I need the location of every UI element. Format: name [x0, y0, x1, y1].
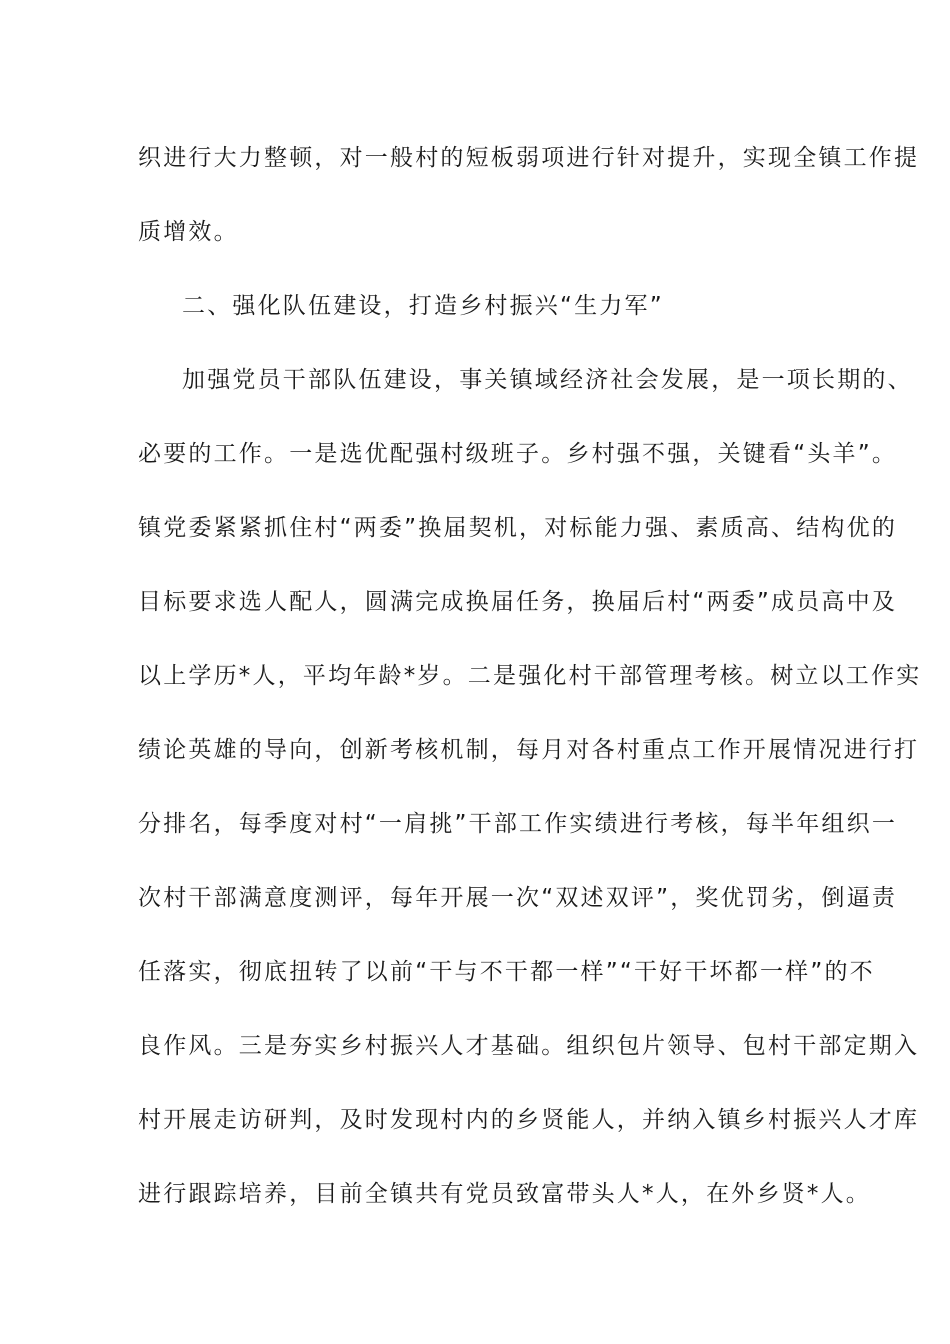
body-text-line: 任落实，彻底扭转了以前“干与不干都一样”“干好干坏都一样”的不: [138, 959, 875, 985]
body-text-line: 必要的工作。一是选优配强村级班子。乡村强不强，关键看“头羊”。: [138, 441, 898, 467]
section-heading: 二、强化队伍建设，打造乡村振兴“生力军”: [182, 293, 664, 319]
body-text-line: 进行跟踪培养，目前全镇共有党员致富带头人*人，在外乡贤*人。: [138, 1181, 871, 1207]
body-text-line: 次村干部满意度测评，每年开展一次“双述双评”，奖优罚劣，倒逼责: [138, 885, 898, 911]
body-text-line: 良作风。三是夯实乡村振兴人才基础。组织包片领导、包村干部定期入: [138, 1033, 920, 1059]
body-text-line: 以上学历*人，平均年龄*岁。二是强化村干部管理考核。树立以工作实: [138, 663, 922, 689]
body-text-line: 目标要求选人配人，圆满完成换届任务，换届后村“两委”成员高中及: [138, 589, 898, 615]
body-text-line: 村开展走访研判，及时发现村内的乡贤能人，并纳入镇乡村振兴人才库: [138, 1107, 920, 1133]
paragraph-first-line: 加强党员干部队伍建设，事关镇域经济社会发展，是一项长期的、: [182, 367, 913, 393]
body-text-line: 绩论英雄的导向，创新考核机制，每月对各村重点工作开展情况进行打: [138, 737, 920, 763]
body-text-line: 质增效。: [138, 219, 239, 245]
body-text-line: 镇党委紧紧抓住村“两委”换届契机，对标能力强、素质高、结构优的: [138, 515, 898, 541]
body-text-line: 织进行大力整顿，对一般村的短板弱项进行针对提升，实现全镇工作提: [138, 145, 920, 171]
body-text-line: 分排名，每季度对村“一肩挑”干部工作实绩进行考核，每半年组织一: [138, 811, 898, 837]
